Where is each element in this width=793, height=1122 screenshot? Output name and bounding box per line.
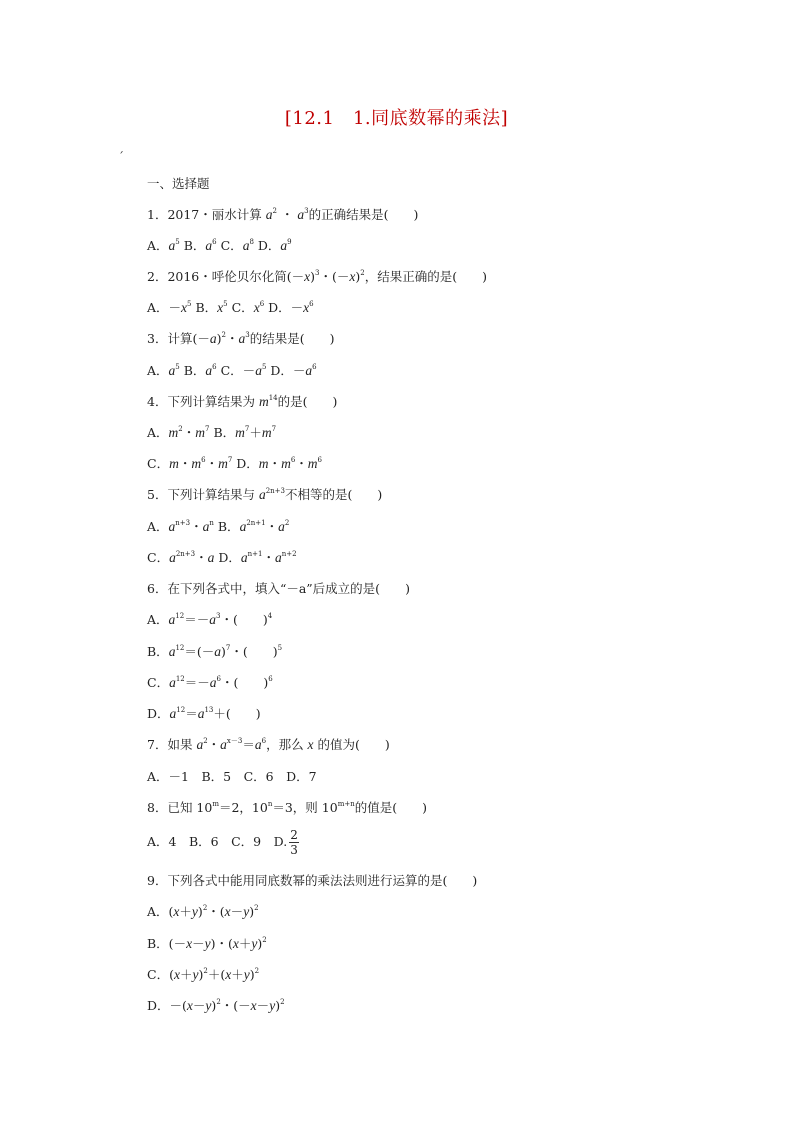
question-9-option-b: B．(－x－y)・$(x+y)^2$ bbox=[147, 935, 267, 951]
question-9: 9．下列各式中能用同底数幂的乘法法则进行运算的是( ) bbox=[147, 873, 478, 888]
question-6: 6．在下列各式中，填入“－a”后成立的是( ) bbox=[147, 581, 410, 596]
corner-mark: ˊ bbox=[118, 150, 124, 164]
question-8-options: A．4 B．6 C．9 D. $\frac{2}{3}$ bbox=[147, 828, 298, 857]
fraction-two-thirds: $\frac{2}{3}$ bbox=[290, 828, 298, 857]
question-1: 1．2017・丽水计算 $a^2$ ・ $a^3$的正确结果是( ) bbox=[147, 206, 419, 222]
question-3: 3．计算$(-a)^2$・$a^3$的结果是( ) bbox=[147, 330, 335, 346]
question-9-option-c: C．$(x+y)^2+(x+y)^2$ bbox=[147, 966, 260, 982]
question-2-options: A．$-x^5$ B．$x^5$ C．$x^6$ D．$-x^6$ bbox=[147, 299, 314, 315]
question-8: 8．已知 $10^m=2$，$10^n=3$，则 $10^{m+n}$的值是( ) bbox=[147, 799, 427, 815]
question-5: 5．下列计算结果与 $a^{2n+3}$不相等的是( ) bbox=[147, 486, 383, 502]
question-7: 7．如果 $a^2$・$a^{x-3}=a^6$，那么 x 的值为( ) bbox=[147, 736, 390, 752]
question-6-option-a: A．$a^{12}=-a^3$・( )$^4$ bbox=[147, 611, 273, 627]
question-9-option-a: A．$(x+y)^2$・$(x-y)^2$ bbox=[147, 903, 259, 919]
worksheet-title: [12.1 1.同底数幂的乘法] bbox=[284, 108, 509, 129]
question-3-options: A．$a^5$ B．$a^6$ C．$-a^5$ D．$-a^6$ bbox=[147, 362, 317, 378]
question-4-options-cd: C．m・$m^6$・$m^7$ D．m・$m^6$・$m^6$ bbox=[147, 455, 323, 471]
section-heading: 一、选择题 bbox=[147, 176, 210, 191]
question-5-options-cd: C．$a^{2n+3}$・a D．$a^{n+1}$・$a^{n+2}$ bbox=[147, 549, 297, 565]
question-4-options-ab: A．$m^2$・$m^7$ B．$m^7+m^7$ bbox=[147, 424, 277, 440]
question-2: 2．2016・呼伦贝尔化简$(-x)^3$・$(-x)^2$，结果正确的是( ) bbox=[147, 268, 488, 284]
question-5-options-ab: A．$a^{n+3}$・$a^n$ B．$a^{2n+1}$・$a^2$ bbox=[147, 518, 290, 534]
question-6-option-d: D．$a^{12}=a^{13}+$( ) bbox=[147, 705, 261, 721]
question-1-options: A．$a^5$ B．$a^6$ C．$a^8$ D．$a^9$ bbox=[147, 237, 292, 253]
question-6-option-b: B．$a^{12}=(-a)^7$・( )$^5$ bbox=[147, 643, 283, 659]
question-7-options: A．－1 B．5 C．6 D．7 bbox=[147, 769, 317, 784]
question-6-option-c: C．$a^{12}=-a^6$・( )$^6$ bbox=[147, 674, 273, 690]
question-9-option-d: D．$-(x-y)^2$・$(-x-y)^2$ bbox=[147, 997, 285, 1013]
question-4: 4．下列计算结果为 $m^{14}$的是( ) bbox=[147, 393, 338, 409]
